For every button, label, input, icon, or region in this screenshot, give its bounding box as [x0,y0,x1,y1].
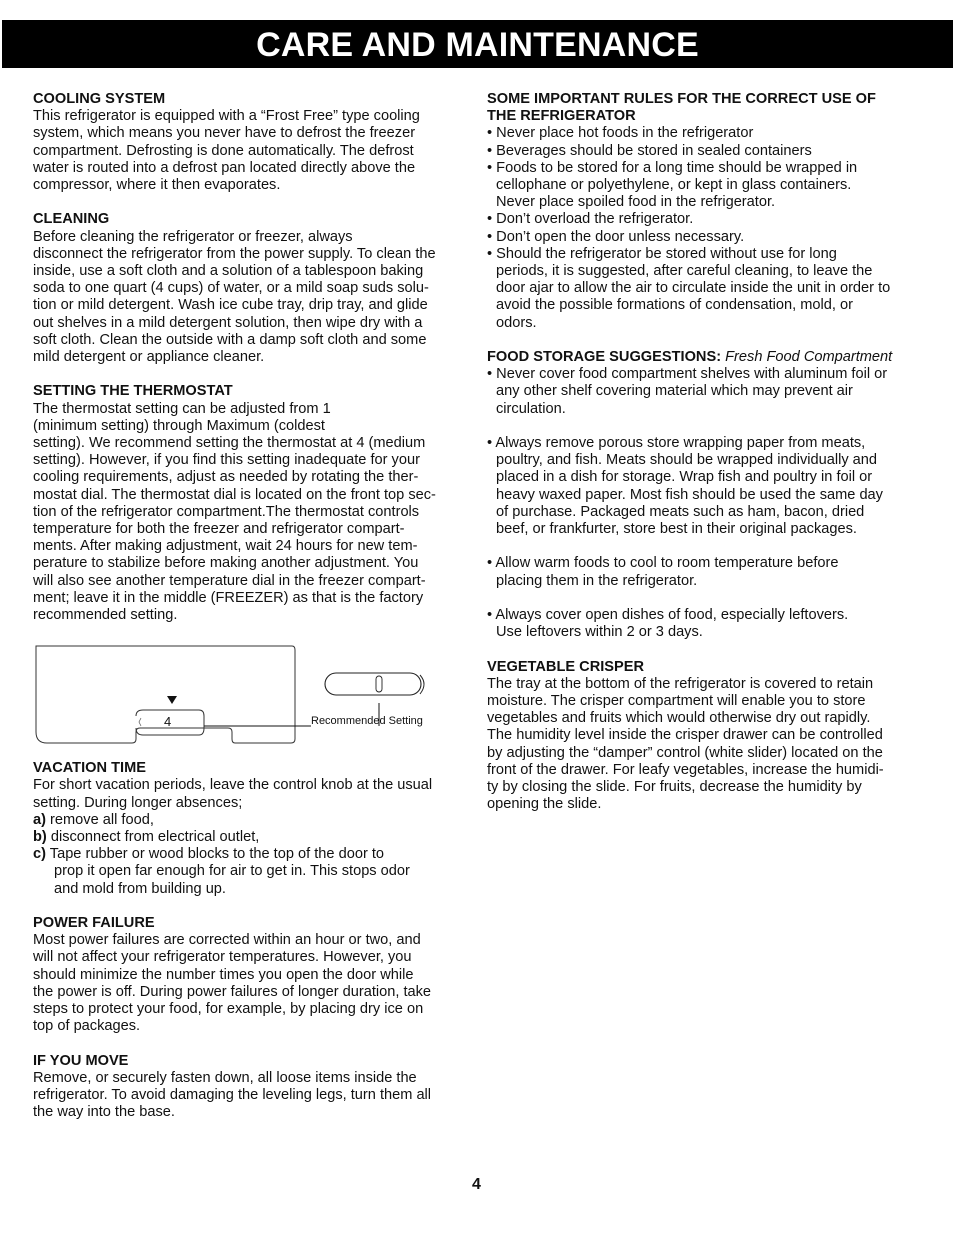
section-subheading: Fresh Food Compartment [725,349,893,366]
body-line: The tray at the bottom of the refrigerator is covered to retain [487,675,874,692]
body-line: system, which means you never have to defrost the freezer [33,125,416,142]
if-you-move-section [33,1053,469,1122]
bullet-line: placing them in the refrigerator. [496,572,698,589]
section-heading: FOOD STORAGE SUGGESTIONS: [487,349,722,366]
bullet-line: door ajar to allow the air to circulate inside the unit in order to [496,280,891,297]
item-text: remove all food, [50,811,154,828]
bullet-line: Use leftovers within 2 or 3 days. [496,624,703,641]
section-heading: SETTING THE THERMOSTAT [33,383,233,400]
bullet-item [487,607,927,641]
bullet-line: cellophane or polyethylene, or kept in glass containers. [496,177,852,194]
list-item [33,829,469,846]
thermostat-diagram [33,644,469,744]
bullet-line: • Always remove porous store wrapping paper from meats, [487,435,866,452]
vacation-section [33,760,469,898]
body-line: and mold from building up. [54,880,226,897]
section-heading: VACATION TIME [33,760,146,777]
item-marker: a) [33,811,46,828]
body-line: Before cleaning the refrigerator or freezer, always [33,228,353,245]
body-line: disconnect the refrigerator from the power supply. To clean the [33,245,436,262]
bullet-line: poultry, and fish. Meats should be wrapped individually and [496,452,878,469]
body-line: prop it open far enough for air to get in. This stops odor [54,863,410,880]
item-text: Tape rubber or wood blocks to the top of the door to [49,846,385,863]
body-line: ty by closing the slide. For fruits, decrease the humidity by [487,779,862,796]
bullet-item [487,435,927,538]
bullet-line: odors. [496,314,537,331]
bullet-item [487,366,927,418]
body-line: the power is off. During power failures of longer duration, take [33,983,432,1000]
item-marker: c) [33,846,46,863]
body-line: by adjusting the “damper” control (white slider) located on the [487,744,883,761]
bullet-line: heavy waxed paper. Most fish should be used the same day [496,486,883,503]
list-item [33,812,469,829]
item-marker: b) [33,829,47,846]
bullet-item [487,246,927,332]
page-title: CARE AND MAINTENANCE [2,20,953,68]
body-line: mostat dial. The thermostat dial is located on the front top sec- [33,486,436,503]
thermostat-dial-illustration [33,644,469,744]
food-storage-heading [487,349,927,366]
body-line: soda to one quart (4 cups) of water, or a mild soap suds solu- [33,280,429,297]
bullet-line: • Never cover food compartment shelves with aluminum foil or [487,366,888,383]
bullet-item: • Never place hot foods in the refrigerator [487,125,754,142]
bullet-line: avoid the possible formations of condensation, mold, or [496,297,853,314]
body-line: (minimum setting) through Maximum (coldest [33,417,325,434]
bullet-line: • Should the refrigerator be stored without use for long [487,245,837,262]
body-line: inside, use a soft cloth and a solution of a tablespoon baking [33,263,424,280]
page-number: 4 [472,1176,481,1193]
bullet-line: of purchase. Packaged meats such as ham, bacon, dried [496,503,865,520]
vegetable-crisper-section [487,659,927,814]
bullet-item: • Don’t overload the refrigerator. [487,211,694,228]
bullet-line: placed in a dish for storage. Wrap fish and poultry in foil or [496,469,873,486]
body-line: tion of the refrigerator compartment.The thermostat controls [33,503,420,520]
recommended-setting-label: Recommended Setting [311,715,423,728]
body-line: The thermostat setting can be adjusted from 1 [33,400,331,417]
section-heading: SOME IMPORTANT RULES FOR THE CORRECT USE OF [487,91,876,107]
rules-section [487,91,927,332]
bullet-line: • Foods to be stored for a long time should be wrapped in [487,159,858,176]
body-line: top of packages. [33,1018,141,1035]
bullet-line: circulation. [496,400,566,417]
body-line: out shelves in a mild detergent solution, then wipe dry with a [33,314,423,331]
bullet-line: beef, or frankfurter, store best in their original packages. [496,521,857,538]
bullet-line: periods, it is suggested, after careful cleaning, to leave the [496,263,873,280]
body-line: refrigerator. To avoid damaging the leveling legs, turn them all [33,1087,432,1104]
cooling-system-section [33,91,469,194]
item-text: disconnect from electrical outlet, [50,829,260,846]
section-heading: IF YOU MOVE [33,1052,129,1069]
body-line: moisture. The crisper compartment will enable you to store [487,693,866,710]
section-heading: POWER FAILURE [33,915,155,932]
body-line: setting). We recommend setting the thermostat at 4 (medium [33,435,426,452]
bullet-line: Never place spoiled food in the refrigerator. [496,194,776,211]
bullet-item [487,160,927,212]
section-heading: THE REFRIGERATOR [487,108,636,125]
body-line: opening the slide. [487,796,602,813]
body-line: ments. After making adjustment, wait 24 hours for new tem- [33,538,418,555]
body-line: compressor, where it then evaporates. [33,177,281,194]
bullet-line: • Always cover open dishes of food, especially leftovers. [487,607,849,624]
section-heading: VEGETABLE CRISPER [487,658,645,675]
body-line: tion or mild detergent. Wash ice cube tray, drip tray, and glide [33,297,428,314]
list-item [33,846,469,863]
cleaning-section [33,211,469,366]
bullet-line: any other shelf covering material which may prevent air [496,383,853,400]
body-line: Remove, or securely fasten down, all loose items inside the [33,1069,417,1086]
left-column [33,91,469,1139]
body-line: perature to stabilize before making another adjustment. You [33,555,419,572]
body-line: will also see another temperature dial in the freezer compart- [33,572,426,589]
body-line: recommended setting. [33,607,178,624]
bullet-line: • Allow warm foods to cool to room temperature before [487,555,839,572]
body-line: ment; leave it in the middle (FREEZER) as that is the factory [33,589,424,606]
section-heading: COOLING SYSTEM [33,91,166,107]
power-failure-section [33,915,469,1035]
body-line: Most power failures are corrected within an hour or two, and [33,932,421,949]
right-column [487,91,927,831]
body-line: This refrigerator is equipped with a “Frost Free” type cooling [33,108,420,125]
section-heading: CLEANING [33,211,110,228]
body-line: soft cloth. Clean the outside with a damp soft cloth and some [33,331,427,348]
body-line: should minimize the number times you open the door while [33,966,414,983]
bullet-item: • Don’t open the door unless necessary. [487,228,745,245]
body-line: The humidity level inside the crisper drawer can be controlled [487,727,883,744]
body-line: cooling requirements, adjust as needed by rotating the ther- [33,469,419,486]
body-line: water is routed into a defrost pan located directly above the [33,159,416,176]
body-line: temperature for both the freezer and refrigerator compart- [33,521,405,538]
body-line: steps to protect your food, for example, by placing dry ice on [33,1001,424,1018]
body-line: will not affect your refrigerator temperatures. However, you [33,949,412,966]
body-line: For short vacation periods, leave the control knob at the usual [33,777,433,794]
body-line: mild detergent or appliance cleaner. [33,349,265,366]
bullet-item [487,555,927,589]
body-line: compartment. Defrosting is done automatically. The defrost [33,142,414,159]
food-storage-section [487,349,927,641]
body-line: setting. During longer absences; [33,794,243,811]
body-line: setting). However, if you find this setting inadequate for your [33,452,420,469]
bullet-item: • Beverages should be stored in sealed containers [487,142,812,159]
body-line: the way into the base. [33,1104,175,1121]
thermostat-section [33,383,469,624]
dial-number: 4 [164,714,172,730]
body-line: vegetables and fruits which would otherwise dry out rapidly. [487,710,871,727]
body-line: front of the drawer. For leafy vegetables, increase the humidi- [487,761,884,778]
